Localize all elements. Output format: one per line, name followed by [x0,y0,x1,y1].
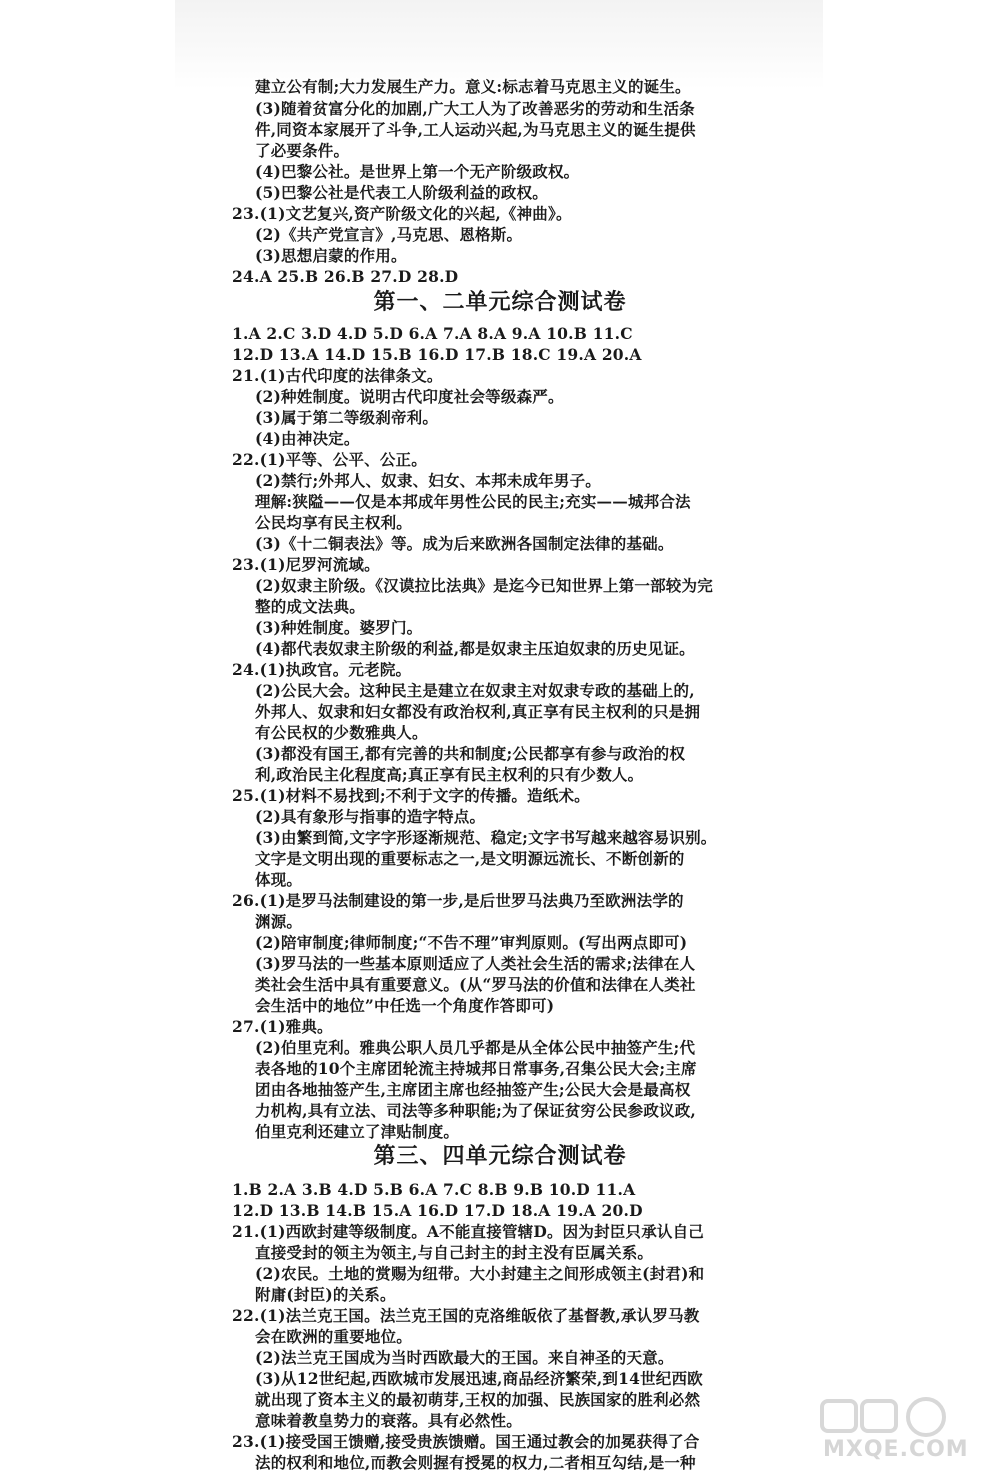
text-line: 公民均享有民主权利。 [255,513,413,532]
text-line: (2)农民。土地的赏赐为纽带。大小封建主之间形成领主(封君)和 [255,1264,705,1283]
text-line: (3)罗马法的一些基本原则适应了人类社会生活的需求;法律在人 [255,954,696,973]
text-line: 就出现了资本主义的最初萌芽,王权的加强、民族国家的胜利必然 [255,1390,701,1409]
text-line: 附庸(封臣)的关系。 [255,1285,396,1304]
watermark-icon [818,1395,978,1440]
text-line: 建立公有制;大力发展生产力。意义:标志着马克思主义的诞生。 [255,77,691,96]
text-line: (2)具有象形与指事的造字特点。 [255,807,486,826]
watermark-site: MXQE.COM [823,1437,969,1462]
text-line: (2)公民大会。这种民主是建立在奴隶主对奴隶专政的基础上的, [255,681,695,700]
text-line: 24.A 25.B 26.B 27.D 28.D [232,267,459,286]
text-line: 外邦人、奴隶和妇女都没有政治权利,真正享有民主权利的只是拥 [255,702,701,721]
text-line: 22.(1)平等、公平、公正。 [232,450,427,469]
text-line: (5)巴黎公社是代表工人阶级利益的政权。 [255,183,548,202]
text-line: (3)都没有国王,都有完善的共和制度;公民都享有参与政治的权 [255,744,686,763]
text-line: 理解:狭隘——仅是本邦成年男性公民的民主;充实——城邦合法 [255,492,691,511]
text-line: 24.(1)执政官。元老院。 [232,660,412,679]
text-line: 26.(1)是罗马法制建设的第一步,是后世罗马法典乃至欧洲法学的 [232,891,684,910]
text-line: 23.(1)接受国王馈赠,接受贵族馈赠。国王通过教会的加冕获得了合 [232,1432,700,1451]
text-line: 有公民权的少数雅典人。 [255,723,428,742]
text-line: 12.D 13.A 14.D 15.B 16.D 17.B 18.C 19.A 20.A [232,345,642,364]
text-line: 整的成文法典。 [255,597,365,616]
text-line: 团由各地抽签产生,主席团主席也经抽签产生;公民大会是最高权 [255,1080,691,1099]
text-line: (3)从12世纪起,西欧城市发展迅速,商品经济繁荣,到14世纪西欧 [255,1369,703,1388]
text-line: 表各地的10个主席团轮流主持城邦日常事务,召集公民大会;主席 [255,1059,697,1078]
text-line: 意味着教皇势力的衰落。具有必然性。 [255,1411,522,1430]
text-line: 法的权利和地位,而教会则握有授冕的权力,二者相互勾结,是一种 [255,1453,696,1472]
text-line: (2)禁行;外邦人、奴隶、妇女、本邦未成年男子。 [255,471,601,490]
text-line: (4)巴黎公社。是世界上第一个无产阶级政权。 [255,162,580,181]
text-line: 件,同资本家展开了斗争,工人运动兴起,为马克思主义的诞生提供 [255,120,696,139]
text-line: (2)种姓制度。说明古代印度社会等级森严。 [255,387,564,406]
text-line: (3)随着贫富分化的加剧,广大工人为了改善恶劣的劳动和生活条 [255,99,695,118]
text-line: 直接受封的领主为领主,与自己封主的封主没有臣属关系。 [255,1243,654,1262]
text-line: 体现。 [255,870,303,889]
text-line: (2)陪审制度;律师制度;“不告不理”审判原则。(写出两点即可) [255,933,688,952]
text-line: (3)由繁到简,文字字形逐渐规范、稳定;文字书写越来越容易识别。 [255,828,717,847]
text-line: 类社会生活中具有重要意义。(从“罗马法的价值和法律在人类社 [255,975,696,994]
watermark-logo [818,1395,978,1465]
text-line: 会在欧洲的重要地位。 [255,1327,413,1346]
text-line: 力机构,具有立法、司法等多种职能;为了保证贫穷公民参政议政, [255,1101,697,1120]
text-line: 23.(1)文艺复兴,资产阶级文化的兴起,《神曲》。 [232,204,572,223]
text-line: 21.(1)古代印度的法律条文。 [232,366,443,385]
text-line: 1.B 2.A 3.B 4.D 5.B 6.A 7.C 8.B 9.B 10.D 11.A [232,1180,636,1199]
text-line: 渊源。 [255,912,303,931]
text-line: 21.(1)西欧封建等级制度。A不能直接管辖D。因为封臣只承认自己 [232,1222,704,1241]
text-line: 27.(1)雅典。 [232,1017,333,1036]
section-heading: 第一、二单元综合测试卷 [373,289,627,315]
text-line: 12.D 13.B 14.B 15.A 16.D 17.D 18.A 19.A 20.D [232,1201,643,1220]
text-line: (2)法兰克王国成为当时西欧最大的王国。来自神圣的天意。 [255,1348,674,1367]
section-heading: 第三、四单元综合测试卷 [373,1143,627,1169]
text-line: 25.(1)材料不易找到;不利于文字的传播。造纸术。 [232,786,590,805]
text-line: 了必要条件。 [255,141,350,160]
text-line: 会生活中的地位”中任选一个角度作答即可) [255,996,555,1015]
text-line: 23.(1)尼罗河流域。 [232,555,380,574]
text-line: (3)种姓制度。婆罗门。 [255,618,423,637]
text-line: (2)奴隶主阶级。《汉谟拉比法典》是迄今已知世界上第一部较为完 [255,576,713,595]
text-line: (3)思想启蒙的作用。 [255,246,407,265]
text-line: (2)《共产党宣言》,马克思、恩格斯。 [255,225,523,244]
text-line: 利,政治民主化程度高;真正享有民主权利的只有少数人。 [255,765,644,784]
text-line: (3)属于第二等级刹帝利。 [255,408,439,427]
text-line: 22.(1)法兰克王国。法兰克王国的克洛维皈依了基督教,承认罗马教 [232,1306,700,1325]
text-line: 1.A 2.C 3.D 4.D 5.D 6.A 7.A 8.A 9.A 10.B 11.C [232,324,633,343]
text-line: (3)《十二铜表法》等。成为后来欧洲各国制定法律的基础。 [255,534,674,553]
text-line: (4)由神决定。 [255,429,360,448]
text-line: 文字是文明出现的重要标志之一,是文明源远流长、不断创新的 [255,849,685,868]
text-line: 伯里克利还建立了津贴制度。 [255,1122,460,1141]
text-line: (2)伯里克利。雅典公职人员几乎都是从全体公民中抽签产生;代 [255,1038,696,1057]
text-line: (4)都代表奴隶主阶级的利益,都是奴隶主压迫奴隶的历史见证。 [255,639,695,658]
